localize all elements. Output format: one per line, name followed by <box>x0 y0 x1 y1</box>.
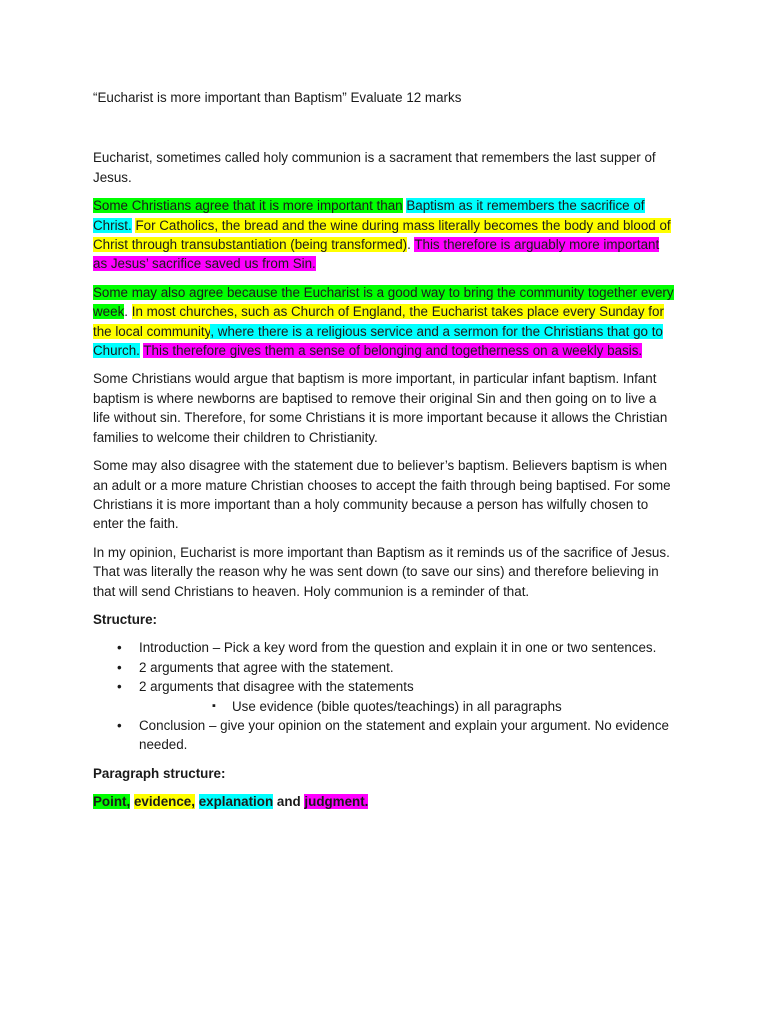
key-judgment: judgment. <box>304 794 369 810</box>
conclusion-paragraph: In my opinion, Eucharist is more important than Baptism as it reminds us of the sacrifice of Jesus. That was literally the reason why he was sent down (to save our sins) and therefore believing in that will send Christians to heaven. Holy communion is a reminder of that. <box>93 544 670 599</box>
disagree-paragraph-1: Some Christians would argue that baptism is more important, in particular infant baptism. Infant baptism is where newborns are baptised to remove their original Sin and then going on to live a life without sin. Therefore, for some Christians it is more important because it allows the Christian families to welcome their children to Christianity. <box>93 371 668 445</box>
sub-list <box>139 697 676 716</box>
list-item: • Introduction – Pick a key word from the question and explain it in one or two sentences. <box>139 638 676 657</box>
essay-title: “Eucharist is more important than Baptism” Evaluate 12 marks <box>93 90 462 105</box>
key-explanation: explanation <box>198 794 274 810</box>
paragraph-structure-heading: Paragraph structure: <box>93 765 226 781</box>
key-point: Point, <box>93 794 131 810</box>
key-and: and <box>276 794 301 810</box>
list-item <box>139 677 676 716</box>
highlight-evidence: For Catholics, the bread and the wine during mass literally becomes the body and blood of Christ through transubstantiation (being transformed) <box>93 217 671 253</box>
agree-paragraph-1 <box>93 196 676 274</box>
list-item: • 2 arguments that agree with the statement. <box>139 658 676 677</box>
structure-heading: Structure: <box>93 611 157 627</box>
key-evidence: evidence, <box>133 794 195 810</box>
highlight-judgment: This therefore gives them a sense of belonging and togetherness on a weekly basis. <box>143 343 643 359</box>
highlight-explanation: Baptism as it remembers the sacrifice of Christ. <box>93 198 645 233</box>
highlight-explanation: , where there is a religious service and a sermon for the Christians that go to Church. <box>93 323 663 359</box>
list-item: • Conclusion – give your opinion on the statement and explain your argument. No evidence needed. <box>139 716 676 755</box>
disagree-paragraph-2: Some may also disagree with the statement due to believer’s baptism. Believers baptism is when an adult or a more mature Christian chooses to accept the faith through being baptised. For some Christians it is more important than a holy community because a person has wilfully chosen to enter the faith. <box>93 458 671 532</box>
intro-paragraph: Eucharist, sometimes called holy communion is a sacrament that remembers the last supper of Jesus. <box>93 150 656 185</box>
highlight-point: Some may also agree because the Eucharist is a good way to bring the community together every week <box>93 284 674 320</box>
list-item-text: 2 arguments that disagree with the statements <box>139 679 414 695</box>
highlight-evidence: In most churches, such as Church of England, the Eucharist takes place every Sunday for the local community <box>93 304 664 339</box>
structure-list <box>93 638 676 754</box>
agree-paragraph-2 <box>93 283 676 361</box>
sentence-period: . <box>124 304 128 320</box>
paragraph-structure-key <box>93 792 676 811</box>
sentence-period: . <box>407 237 411 253</box>
highlight-judgment: This therefore is arguably more important as Jesus’ sacrifice saved us from Sin. <box>93 237 660 272</box>
sub-list-item: ▪ Use evidence (bible quotes/teachings) in all paragraphs <box>232 697 676 716</box>
highlight-point: Some Christians agree that it is more important than <box>93 198 403 214</box>
